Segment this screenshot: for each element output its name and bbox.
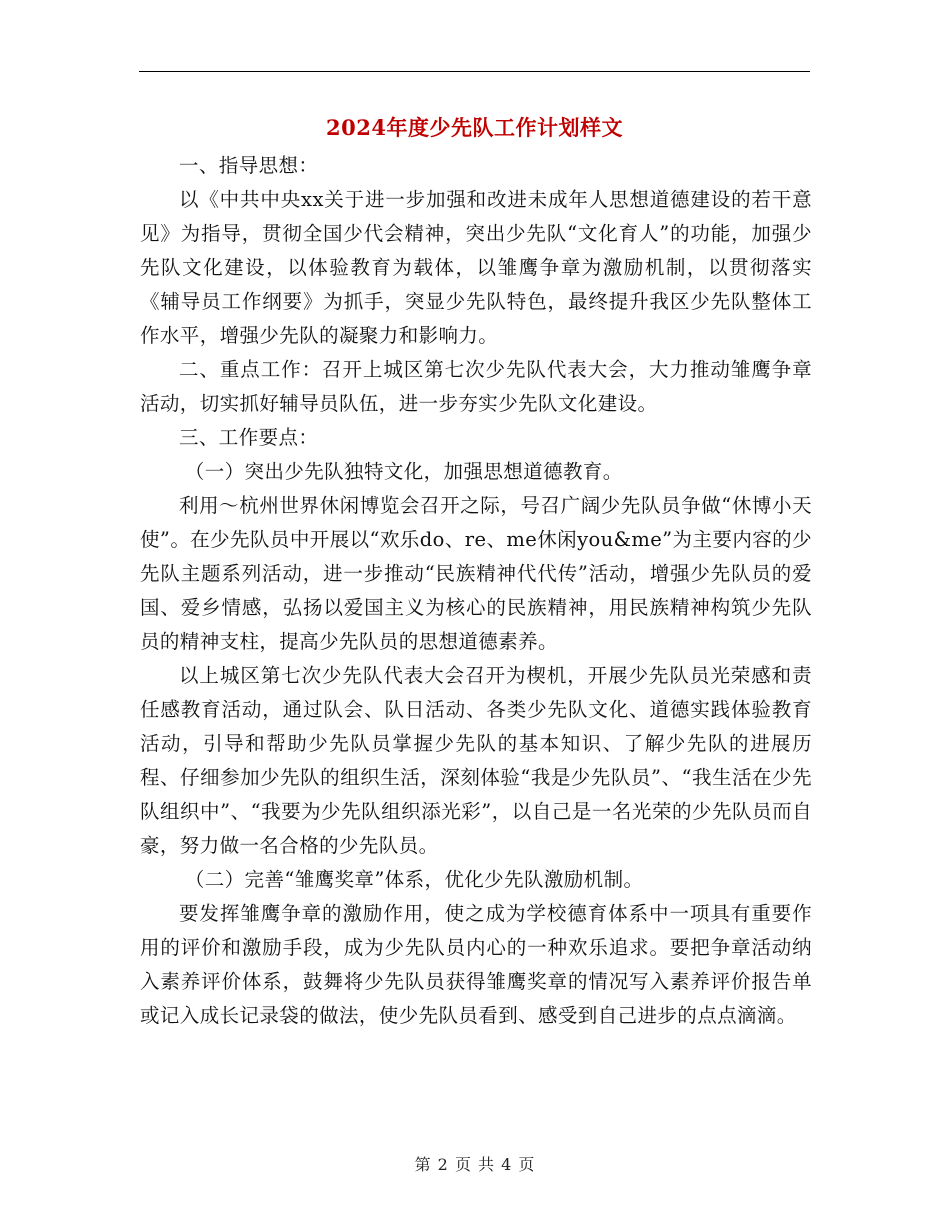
paragraph-guiding-ideology: 以《中共中央xx关于进一步加强和改进未成年人思想道德建设的若干意见》为指导，贯彻全国少代会精神，突出少先队“文化育人”的功能，加强少先队文化建设，以体验教育为载体，以雏鹰争章为激励机制，以贯彻落实《辅导员工作纲要》为抓手，突显少先队特色，最终提升我区少先队整体工作水平，增强少先队的凝聚力和影响力。: [140, 188, 812, 347]
paragraph-medal-incentive: 要发挥雏鹰争章的激励作用，使之成为学校德育体系中一项具有重要作用的评价和激励手段，成为少先队员内心的一种欢乐追求。要把争章活动纳入素养评价体系，鼓舞将少先队员获得雏鹰奖章的情况写入素养评价报告单或记入成长记录袋的做法，使少先队员看到、感受到自己进步的点点滴滴。: [140, 902, 812, 1027]
paragraph-expo-activities: 利用～杭州世界休闲博览会召开之际，号召广阔少先队员争做“休博小天使”。在少先队员中开展以“欢乐do、re、me休闲you&me”为主要内容的少先队主题系列活动，进一步推动“民族精神代代传”活动，增强少先队员的爱国、爱乡情感，弘扬以爱国主义为核心的民族精神，用民族精神构筑少先队员的精神支柱，提高少先队员的思想道德素养。: [140, 494, 812, 653]
paragraph-congress-education: 以上城区第七次少先队代表大会召开为楔机，开展少先队员光荣感和责任感教育活动，通过队会、队日活动、各类少先队文化、道德实践体验教育活动，引导和帮助少先队员掌握少先队的基本知识、了解少先队的进展历程、仔细参加少先队的组织生活，深刻体验“我是少先队员”、“我生活在少先队组织中”、“我要为少先队组织添光彩”，以自己是一名光荣的少先队员而自豪，努力做一名合格的少先队员。: [140, 664, 812, 857]
section-heading-key-work: 二、重点工作：召开上城区第七次少先队代表大会，大力推动雏鹰争章活动，切实抓好辅导员队伍，进一步夯实少先队文化建设。: [140, 358, 812, 415]
section-heading-guiding-ideology: 一、指导思想：: [179, 154, 319, 177]
subheading-eagle-medal: （二）完善“雏鹰奖章”体系，优化少先队激励机制。: [184, 868, 644, 891]
document-body: [140, 149, 812, 1033]
subheading-culture-education: （一）突出少先队独特文化，加强思想道德教育。: [184, 460, 623, 483]
page-number-label: 第 2 页 共 4 页: [414, 1155, 536, 1174]
page-number-footer: [0, 1152, 950, 1175]
header-rule: [139, 71, 810, 72]
document-title: 2024年度少先队工作计划样文: [326, 115, 623, 140]
section-heading-work-points: 三、工作要点：: [179, 426, 319, 449]
